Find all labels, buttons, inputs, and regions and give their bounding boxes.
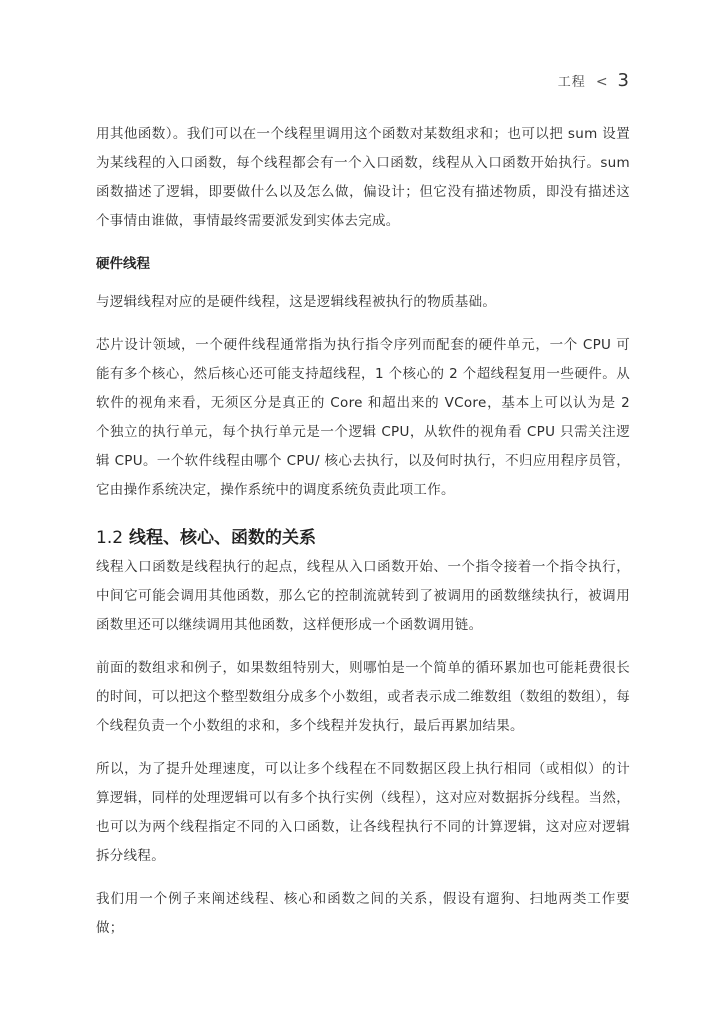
paragraph-hardware-thread-intro: 与逻辑线程对应的是硬件线程，这是逻辑线程被执行的物质基础。 xyxy=(96,294,497,310)
body-text xyxy=(96,120,630,957)
section-heading xyxy=(96,523,630,553)
subheading-hardware-thread: 硬件线程 xyxy=(96,256,150,272)
section-title-text: 线程、核心、函数的关系 xyxy=(129,528,317,548)
paragraph-entry-function: 线程入口函数是线程执行的起点，线程从入口函数开始、一个指令接着一个指令执行，中间它可能会调用其他函数，那么它的控制流就转到了被调用的函数继续执行，被调用函数里还可以继续调用其他函数，这样便形成一个函数调用链。 xyxy=(96,559,630,633)
running-header xyxy=(558,70,629,91)
section-number: 1.2 xyxy=(96,528,124,548)
chevron-left-icon: < xyxy=(595,74,608,90)
paragraph-example-intro: 我们用一个例子来阐述线程、核心和函数之间的关系，假设有遛狗、扫地两类工作要做； xyxy=(96,891,630,936)
paragraph-chip-design: 芯片设计领域，一个硬件线程通常指为执行指令序列而配套的硬件单元，一个 CPU 可能有多个核心，然后核心还可能支持超线程，1 个核心的 2 个超线程复用一些硬件。从软件的视角来看，无须区分是真正的 Core 和超出来的 VCore，基本上可以认为是 2 个独立的执行单元，每个执行单元是一个逻辑 CPU，从软件的视角看 CPU 只需关注逻辑 CPU。一个软件线程由哪个 CPU/ 核心去执行，以及何时执行，不归应用程序员管，它由操作系统决定，操作系统中的调度系统负责此项工作。 xyxy=(96,337,630,498)
paragraph-split-threads: 所以，为了提升处理速度，可以让多个线程在不同数据区段上执行相同（或相似）的计算逻辑，同样的处理逻辑可以有多个执行实例（线程），这对应对数据拆分线程。当然，也可以为两个线程指定不同的入口函数，让各线程执行不同的计算逻辑，这对应对逻辑拆分线程。 xyxy=(96,761,630,864)
paragraph-array-sum: 前面的数组求和例子，如果数组特别大，则哪怕是一个简单的循环累加也可能耗费很长的时间，可以把这个整型数组分成多个小数组，或者表示成二维数组（数组的数组），每个线程负责一个小数组的求和，多个线程并发执行，最后再累加结果。 xyxy=(96,660,630,734)
running-header-section: 工程 xyxy=(557,75,586,90)
paragraph-sum-function: 用其他函数）。我们可以在一个线程里调用这个函数对某数组求和；也可以把 sum 设置为某线程的入口函数，每个线程都会有一个入口函数，线程从入口函数开始执行。sum 函数描述了逻辑，即要做什么以及怎么做，偏设计；但它没有描述物质，即没有描述这个事情由谁做，事情最终需要派发到实体去完成。 xyxy=(96,126,630,229)
page-number: 3 xyxy=(617,70,629,91)
